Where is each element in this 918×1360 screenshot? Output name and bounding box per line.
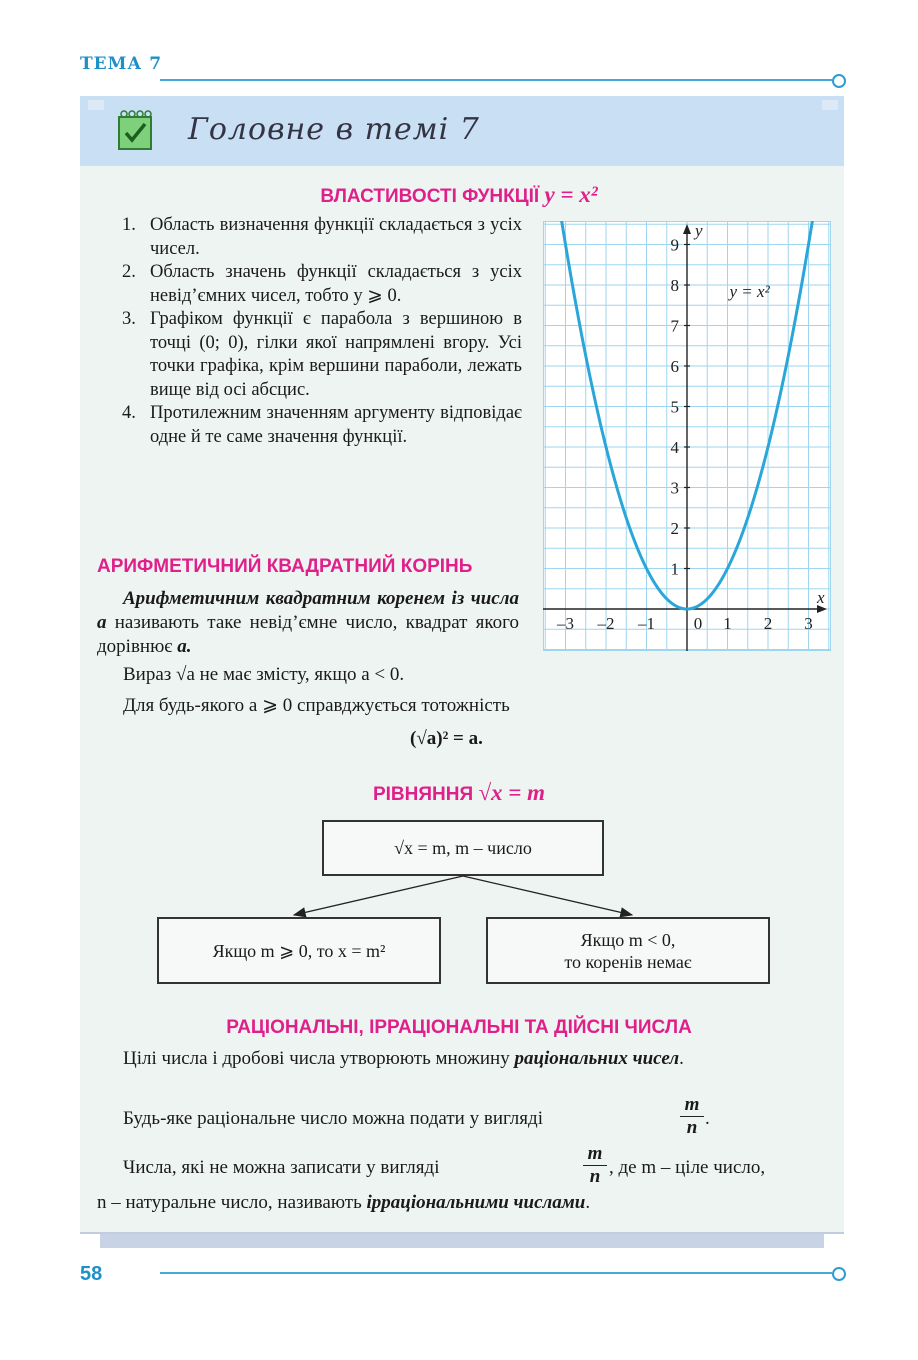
footer-rule-ring (832, 1267, 846, 1281)
y-tick-label: 6 (670, 357, 679, 376)
irrational-line-2: n – натуральне число, називають ірраціональними числами. (97, 1192, 591, 1213)
x-tick-label: –2 (597, 614, 615, 633)
header-rule (160, 79, 832, 81)
properties-list (122, 214, 522, 449)
fraction-m-over-n: m n (680, 1094, 704, 1139)
real-numbers-heading: РАЦІОНАЛЬНІ, ІРРАЦІОНАЛЬНІ ТА ДІЙСНІ ЧИСЛА (226, 1017, 692, 1038)
list-item: 3. Графіком функції є парабола з вершиною в точці (0; 0), гілки якої напрямлені вгору. Усі точки графіка, крім вершини параболи, лежать вище від осі абсцис. (122, 309, 522, 400)
y-tick-label: 3 (670, 478, 679, 498)
root-identity-line: Для будь-якого a ⩾ 0 справджується тотожність (123, 695, 510, 716)
list-item: 1. Область визначення функції складається з усіх чисел. (122, 215, 522, 259)
root-definition: Арифметичним квадратним коренем із числа a називають таке невід’ємне число, квадрат якого дорівнює a. (97, 588, 519, 657)
header-rule-ring (832, 74, 846, 88)
rational-form-line: Будь-яке раціональне число можна подати у вигляді (123, 1108, 543, 1129)
root-identity-formula: (√a)² = a. (410, 728, 483, 749)
x-tick-label: –1 (638, 614, 655, 633)
series-label: y = x² (729, 282, 770, 302)
panel-tab-left (88, 100, 104, 110)
fraction-m-over-n-2: m n (583, 1143, 607, 1188)
y-tick-label: 2 (670, 519, 679, 538)
branch-arrows (280, 874, 650, 920)
equation-box: √x = m, m – число (322, 820, 604, 876)
x-tick-label: –3 (557, 614, 574, 633)
equation-heading: РІВНЯННЯ √x = m (372, 780, 546, 805)
function-properties-heading: ВЛАСТИВОСТІ ФУНКЦІЇ y = x² (320, 182, 598, 207)
x-tick-label: 2 (763, 614, 773, 633)
theme-label: ТЕМА 7 (80, 54, 163, 74)
list-item: 2. Область значень функції складається з усіх невід’ємних чисел, тобто y ⩾ 0. (122, 262, 522, 306)
irrational-line-1-end: , де m – ціле число, (609, 1157, 766, 1178)
y-axis-label: y (695, 221, 703, 240)
parabola-chart (543, 221, 831, 651)
x-tick-label: 0 (693, 614, 703, 633)
y-tick-label: 9 (670, 235, 679, 255)
root-domain-line: Вираз √a не має змісту, якщо a < 0. (123, 664, 405, 685)
x-tick-label: 3 (804, 614, 813, 633)
rational-form-period: . (705, 1108, 710, 1129)
case-nonnegative-box: Якщо m ⩾ 0, то x = m² (157, 917, 441, 984)
y-tick-label: 1 (670, 559, 679, 579)
footer-rule (160, 1272, 832, 1274)
notebook-rings-icon (120, 109, 152, 119)
list-item: 4. Протилежним значенням аргументу відповідає одне й те саме значення функції. (122, 403, 522, 447)
arithmetic-root-heading: АРИФМЕТИЧНИЙ КВАДРАТНИЙ КОРІНЬ (97, 556, 473, 577)
irrational-line-1: Числа, які не можна записати у вигляді (123, 1157, 440, 1178)
y-tick-label: 8 (670, 276, 679, 295)
page-number: 58 (80, 1263, 103, 1285)
panel-tab-right (822, 100, 838, 110)
x-tick-label: 1 (723, 614, 732, 633)
checklist-icon (118, 116, 152, 150)
y-tick-label: 5 (670, 397, 679, 417)
y-tick-label: 4 (670, 438, 679, 457)
rational-definition: Цілі числа і дробові числа утворюють множину раціональних чисел. (123, 1048, 684, 1069)
y-tick-label: 7 (670, 316, 679, 336)
x-axis-label: x (817, 588, 825, 607)
panel-title: Головне в темі 7 (188, 112, 480, 147)
case-negative-box: Якщо m < 0, то коренів немає (486, 917, 770, 984)
